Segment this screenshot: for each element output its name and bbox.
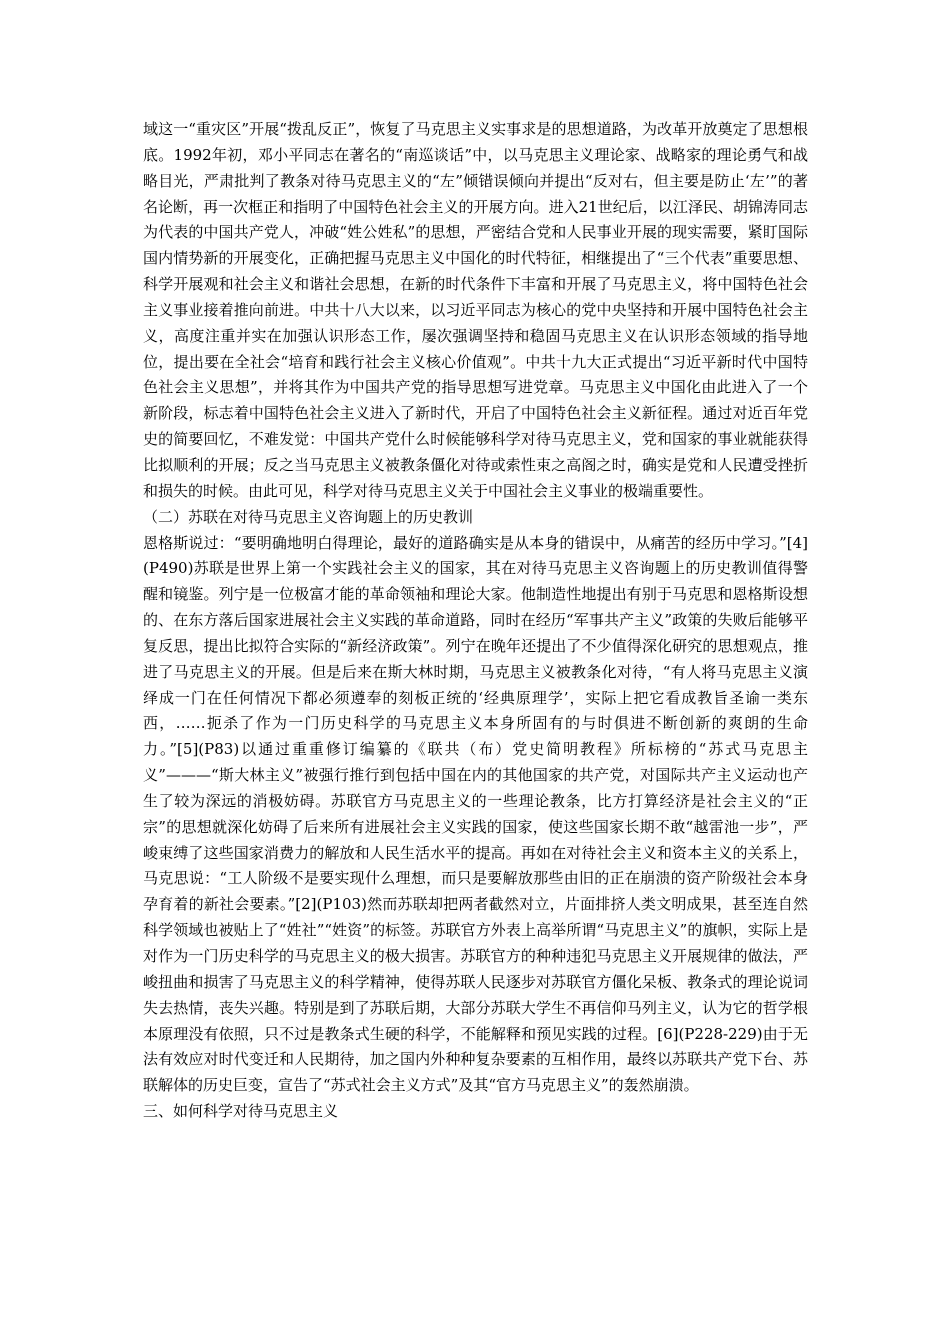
body-paragraph: 恩格斯说过：“要明确地明白得理论，最好的道路确实是从本身的错误中，从痛苦的经历中学习。”[4](P490)苏联是世界上第一个实践社会主义的国家，其在对待马克思主义咨询题上的历史教训值得警醒和镜鉴。列宁是一位极富才能的革命领袖和理论大家。他制造性地提出有别于马克思和恩格斯设想的、在东方落后国家进展社会主义实践的革命道路，同时在经历“军事共产主义”政策的失败后能够平复反思，提出比拟符合实际的“新经济政策”。列宁在晚年还提出了不少值得深化研究的思想观点，推进了马克思主义的开展。但是后来在斯大林时期，马克思主义被教条化对待，“有人将马克思主义演绎成一门在任何情况下都必须遵奉的刻板正统的‘经典原理学’，实际上把它看成教旨圣谕一类东西，……扼杀了作为一门历史科学的马克思主义本身所固有的与时俱进不断创新的爽朗的生命力。”[5](P83)以通过重重修订编纂的《联共（布）党史简明教程》所标榜的“苏式马克思主义”———“斯大林主义”被强行推行到包括中国在内的其他国家的共产党，对国际共产主义运动也产生了较为深远的消极妨碍。苏联官方马克思主义的一些理论教条，比方打算经济是社会主义的“正宗”的思想就深化妨碍了后来所有进展社会主义实践的国家，使这些国家长期不敢“越雷池一步”，严峻束缚了这些国家消费力的解放和人民生活水平的提高。再如在对待社会主义和资本主义的关系上，马克思说：“工人阶级不是要实现什么理想，而只是要解放那些由旧的正在崩溃的资产阶级社会本身孕育着的新社会要素。”[2](P103)然而苏联却把两者截然对立，片面排挤人类文明成果，甚至连自然科学领域也被贴上了“姓社”“姓资”的标签。苏联官方外表上高举所谓“马克思主义”的旗帜，实际上是对作为一门历史科学的马克思主义的极大损害。苏联官方的种种违犯马克思主义开展规律的做法，严峻扭曲和损害了马克思主义的科学精神，使得苏联人民逐步对苏联官方僵化呆板、教条式的理论说词失去热情，丧失兴趣。特别是到了苏联后期，大部分苏联大学生不再信仰马列主义，认为它的哲学根本原理没有依照，只不过是教条式生硬的科学，不能解释和预见实践的过程。[6](P228-229)由于无法有效应对时代变迁和人民期待，加之国内外种种复杂要素的互相作用，最终以苏联共产党下台、苏联解体的历史巨变，宣告了“苏式社会主义方式”及其“官方马克思主义”的轰然崩溃。 [143, 533, 808, 1095]
document-body [143, 117, 808, 1125]
section-heading: 三、如何科学对待马克思主义 [143, 1102, 339, 1121]
body-paragraph: 域这一“重灾区”开展“拨乱反正”，恢复了马克思主义实事求是的思想道路，为改革开放奠定了思想根底。1992年初，邓小平同志在著名的“南巡谈话”中，以马克思主义理论家、战略家的理论勇气和战略目光，严肃批判了教条对待马克思主义的“左”倾错误倾向并提出“反对右，但主要是防止‘左’”的著名论断，再一次框正和指明了中国特色社会主义的开展方向。进入21世纪后，以江泽民、胡锦涛同志为代表的中国共产党人，冲破“姓公姓私”的思想，严密结合党和人民事业开展的现实需要，紧盯国际国内情势新的开展变化，正确把握马克思主义中国化的时代特征，相继提出了“三个代表”重要思想、科学开展观和社会主义和谐社会思想，在新的时代条件下丰富和开展了马克思主义，将中国特色社会主义事业接着推向前进。中共十八大以来，以习近平同志为核心的党中央坚持和开展中国特色社会主义，高度注重并实在加强认识形态工作，屡次强调坚持和稳固马克思主义在认识形态领域的指导地位，提出要在全社会“培育和践行社会主义核心价值观”。中共十九大正式提出“习近平新时代中国特色社会主义思想”，并将其作为中国共产党的指导思想写进党章。马克思主义中国化由此进入了一个新阶段，标志着中国特色社会主义进入了新时代，开启了中国特色社会主义新征程。通过对近百年党史的简要回忆，不难发觉：中国共产党什么时候能够科学对待马克思主义，党和国家的事业就能获得比拟顺利的开展；反之当马克思主义被教条僵化对待或索性束之高阁之时，确实是党和人民遭受挫折和损失的时候。由此可见，科学对待马克思主义关于中国社会主义事业的极端重要性。 [143, 120, 808, 500]
section-heading: （二）苏联在对待马克思主义咨询题上的历史教训 [143, 507, 474, 526]
